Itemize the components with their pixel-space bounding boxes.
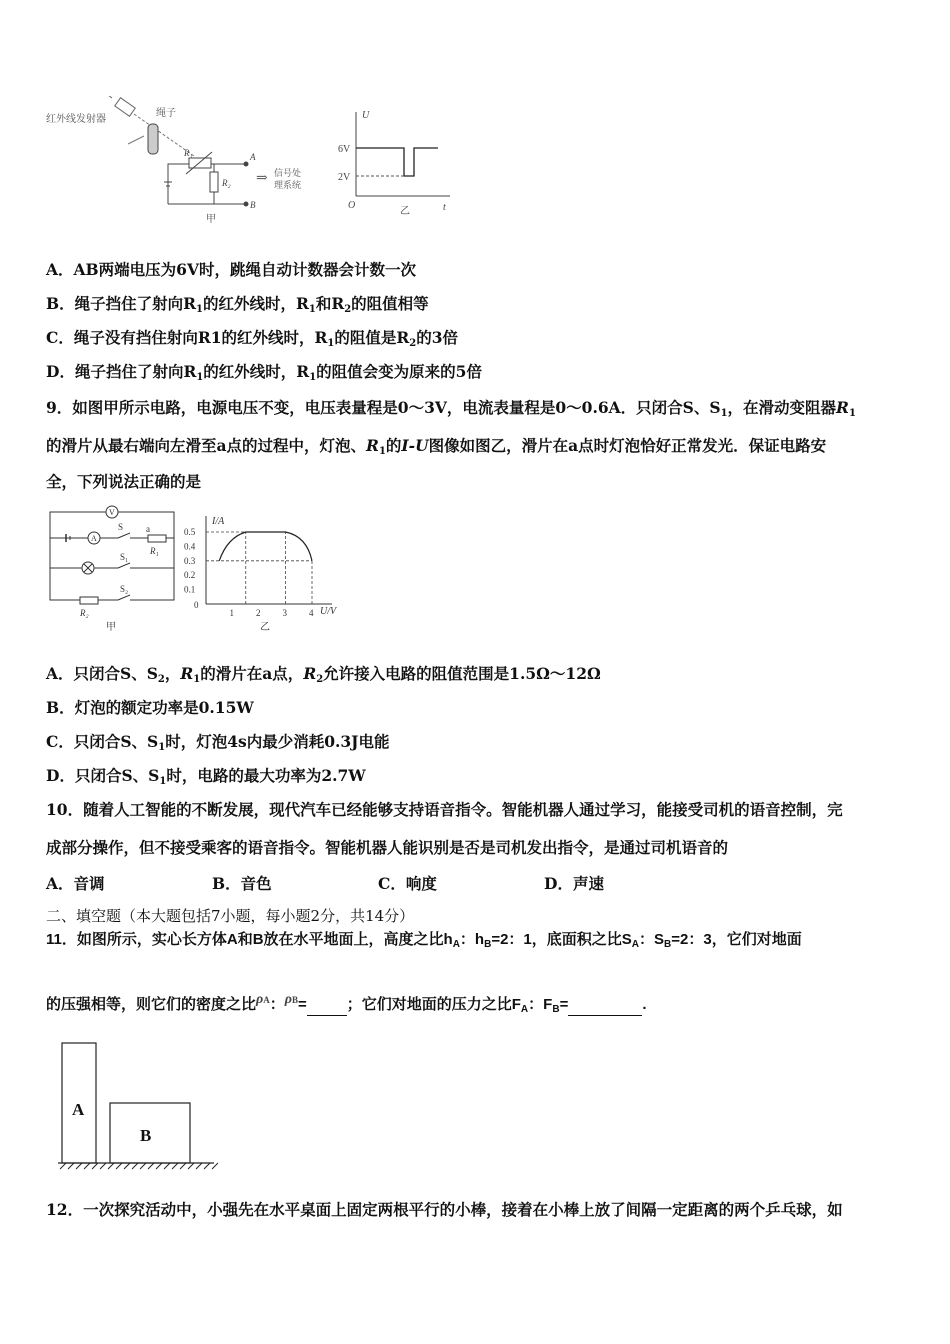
terminal-b: B <box>250 200 256 210</box>
q12-stem-line1: 12．一次探究活动中，小强先在水平桌面上固定两根平行的小棒，接着在小棒上放了间隔一定距离的两个乒乓球，如 <box>46 1200 843 1219</box>
iu-axes <box>206 516 332 604</box>
q9-option-a: A．只闭合S、$S_2$，$R_1$的滑片在a点，$R_2$允许接入电路的阻值范围是1.5Ω～12Ω <box>46 664 601 685</box>
iu-ytick: 0.2 <box>184 570 196 581</box>
q10-option-a: A．音调 <box>46 874 105 893</box>
fig8-caption-yi: 乙 <box>400 206 410 217</box>
tick-2v: 2V <box>338 172 351 183</box>
q9-option-d: D．只闭合S、$S_1$时，电路的最大功率为2.7W <box>46 766 366 787</box>
infrared-emitter-icon <box>104 96 135 116</box>
r1-label: R₁ <box>150 546 159 556</box>
q11-stem-line2: 的压强相等，则它们的密度之比ρA：ρB= ；它们对地面的压力之比$F_A$：$F_B=$ . <box>46 992 647 1015</box>
hatch-mark <box>108 1163 114 1169</box>
q9-figure-jia <box>44 504 179 634</box>
switch-s1-label: S₁ <box>120 552 129 562</box>
iu-origin-label: 0 <box>194 600 199 610</box>
terminal-a: A <box>250 152 256 162</box>
ground-hatching <box>60 1163 218 1169</box>
hatch-mark <box>164 1163 170 1169</box>
hatch-mark <box>188 1163 194 1169</box>
q11-figure-blocks <box>56 1040 220 1172</box>
hatch-mark <box>132 1163 138 1169</box>
answer-blank-1[interactable] <box>307 995 347 1016</box>
fig9-caption-jia: 甲 <box>106 622 116 633</box>
q9-stem-line2: 的滑片从最右端向左滑至a点的过程中，灯泡、$R_1$的I-U图像如图乙，滑片在a点时灯泡恰好正常发光．保证电路安 <box>46 436 827 457</box>
axes <box>356 112 450 196</box>
r1-label: R₁ <box>184 148 193 158</box>
hatch-mark <box>156 1163 162 1169</box>
iu-curve <box>219 532 312 561</box>
hatch-mark <box>204 1163 210 1169</box>
hatch-mark <box>180 1163 186 1169</box>
signal-label-1: 信号处 <box>274 168 302 178</box>
q8-figure-yi <box>338 106 458 218</box>
q9-figure-yi <box>182 510 352 634</box>
hatch-mark <box>172 1163 178 1169</box>
iu-xtick: 2 <box>256 608 261 618</box>
q8-figure-jia <box>44 96 314 226</box>
arrow-line <box>128 136 144 144</box>
hatch-mark <box>148 1163 154 1169</box>
hatch-mark <box>76 1163 82 1169</box>
switch-s-label: S <box>118 522 124 532</box>
hatch-mark <box>92 1163 98 1169</box>
signal-label-2: 理系统 <box>274 180 302 190</box>
switch-s2-label: S₂ <box>120 584 129 594</box>
q8-option-b: B．绳子挡住了射向$R_1$的红外线时，$R_1$和$R_2$的阻值相等 <box>46 294 429 315</box>
iu-xtick: 3 <box>282 608 287 618</box>
q10-stem-line1: 10．随着人工智能的不断发展，现代汽车已经能够支持语音指令。智能机器人通过学习，能接受司机的语音控制，完 <box>46 800 843 819</box>
rope-label: 绳子 <box>156 108 176 119</box>
point-a-label: a <box>146 524 150 534</box>
fig9-caption-yi: 乙 <box>260 622 270 633</box>
r2-label: R₂ <box>80 608 89 618</box>
q10-stem-line2: 成部分操作，但不接受乘客的语音指令。智能机器人能识别是否是司机发出指令，是通过司机语音的 <box>46 838 729 857</box>
tick-6v: 6V <box>338 144 351 155</box>
q8-circuit <box>164 152 248 206</box>
block-b-label: B <box>140 1126 152 1145</box>
hatch-mark <box>196 1163 202 1169</box>
voltmeter-label: V <box>109 508 115 517</box>
block-a-label: A <box>72 1100 85 1119</box>
hatch-mark <box>100 1163 106 1169</box>
arrow-right-icon: ⇒ <box>256 171 268 186</box>
q11-stem-line1: 11．如图所示，实心长方体A和B放在水平地面上，高度之比$h_A$：$h_B=2$：1，底面积之比$S_A$：$S_B=2$：3，它们对地面 <box>46 931 802 950</box>
hatch-mark <box>116 1163 122 1169</box>
rope-icon <box>148 124 158 154</box>
iu-x-axis-label: U/V <box>320 606 337 617</box>
origin-label: O <box>348 200 356 211</box>
fig8-caption-jia: 甲 <box>206 214 216 225</box>
hatch-mark <box>124 1163 130 1169</box>
q9-option-c: C．只闭合S、$S_1$时，灯泡4s内最少消耗0.3J电能 <box>46 732 390 753</box>
iu-ytick: 0.1 <box>184 584 196 595</box>
t-axis-label: t <box>443 202 446 213</box>
hatch-mark <box>68 1163 74 1169</box>
answer-blank-2[interactable] <box>568 995 642 1016</box>
q10-option-b: B．音色 <box>212 874 272 893</box>
q10-option-c: C．响度 <box>378 874 437 893</box>
q8-option-c: C．绳子没有挡住射向R1的红外线时，$R_1$的阻值是$R_2$的3倍 <box>46 328 459 349</box>
hatch-mark <box>140 1163 146 1169</box>
rho-a: ρA <box>256 992 270 1007</box>
u-axis-label: U <box>362 110 370 121</box>
hatch-mark <box>212 1163 218 1169</box>
q10-option-d: D．声速 <box>544 874 604 893</box>
q9-stem-line3: 全，下列说法正确的是 <box>46 472 202 491</box>
iu-xtick: 4 <box>309 608 314 618</box>
r2-label: R₂ <box>222 178 231 188</box>
iu-xtick: 1 <box>229 608 234 618</box>
iu-ytick: 0.4 <box>184 541 196 552</box>
q9-option-b: B．灯泡的额定功率是0.15W <box>46 698 254 717</box>
iu-dashed-grid <box>206 532 312 604</box>
rho-b: ρB <box>284 992 298 1007</box>
voltage-trace <box>356 148 438 176</box>
iu-y-axis-label: I/A <box>212 516 225 527</box>
hatch-mark <box>84 1163 90 1169</box>
ammeter-label: A <box>91 534 97 543</box>
q8-option-a: A．AB两端电压为6V时，跳绳自动计数器会计数一次 <box>46 260 416 279</box>
emitter-label: 红外线发射器 <box>46 114 106 125</box>
iu-ytick: 0.5 <box>184 527 196 537</box>
q9-stem-line1: 9．如图甲所示电路，电源电压不变，电压表量程是0～3V，电流表量程是0～0.6A．只闭合S、$S_1$，在滑动变阻器$R_1$ <box>46 398 856 419</box>
q8-option-d: D．绳子挡住了射向$R_1$的红外线时，$R_1$的阻值会变为原来的5倍 <box>46 362 482 383</box>
hatch-mark <box>60 1163 66 1169</box>
iu-ytick: 0.3 <box>184 555 196 566</box>
section-heading: 二、填空题（本大题包括7小题，每小题2分，共14分） <box>46 907 415 925</box>
